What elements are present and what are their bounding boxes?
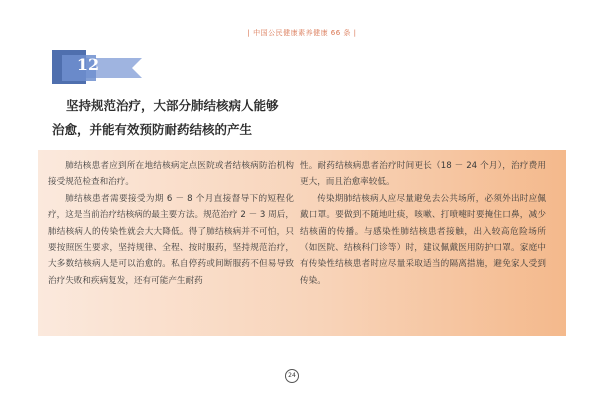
paragraph: 肺结核患者应到所在地结核病定点医院或者结核病防治机构接受规范检查和治疗。: [48, 161, 294, 188]
page-number: 24: [285, 369, 299, 383]
paragraph: 肺结核患者需要接受为期 6 － 8 个月直接督导下的短程化疗，这是当前治疗结核病的最主要方法。规范治疗 2 － 3 周后，肺结核病人的传染性就会大大降低。得了肺结核病并不可怕，只要按照医生要求，坚持规律、全程、按时服药，坚持规范治疗，大多数结核病人是可以治愈的。私自停药或间断服药不但易导致治疗失败和疾病复发，还有可能产生耐药: [48, 193, 294, 286]
paragraph: 性。耐药结核病患者治疗时间更长（18 － 24 个月），治疗费用更大，而且治愈率较低。: [300, 161, 546, 188]
paragraph: 传染期肺结核病人应尽量避免去公共场所，必须外出时应佩戴口罩。要做到不随地吐痰，咳嗽、打喷嚏时要掩住口鼻，减少结核菌的传播。与感染性肺结核患者接触，出入较高危险场所（如医院、结核科门诊等）时，建议佩戴医用防护口罩。家庭中有传染性结核患者时应尽量采取适当的隔离措施，避免家人受到传染。: [300, 193, 546, 286]
section-number-badge: [52, 50, 120, 84]
section-number: 12: [76, 55, 100, 74]
right-column: [300, 158, 546, 289]
title-line-1: 坚持规范治疗，大部分肺结核病人能够: [66, 98, 279, 113]
section-title: [52, 94, 312, 142]
left-column: [48, 158, 294, 289]
content-box: [38, 150, 566, 336]
running-header: | 中国公民健康素养健康 66 条 |: [247, 29, 357, 37]
title-line-2: 治愈，并能有效预防耐药结核的产生: [52, 122, 253, 137]
